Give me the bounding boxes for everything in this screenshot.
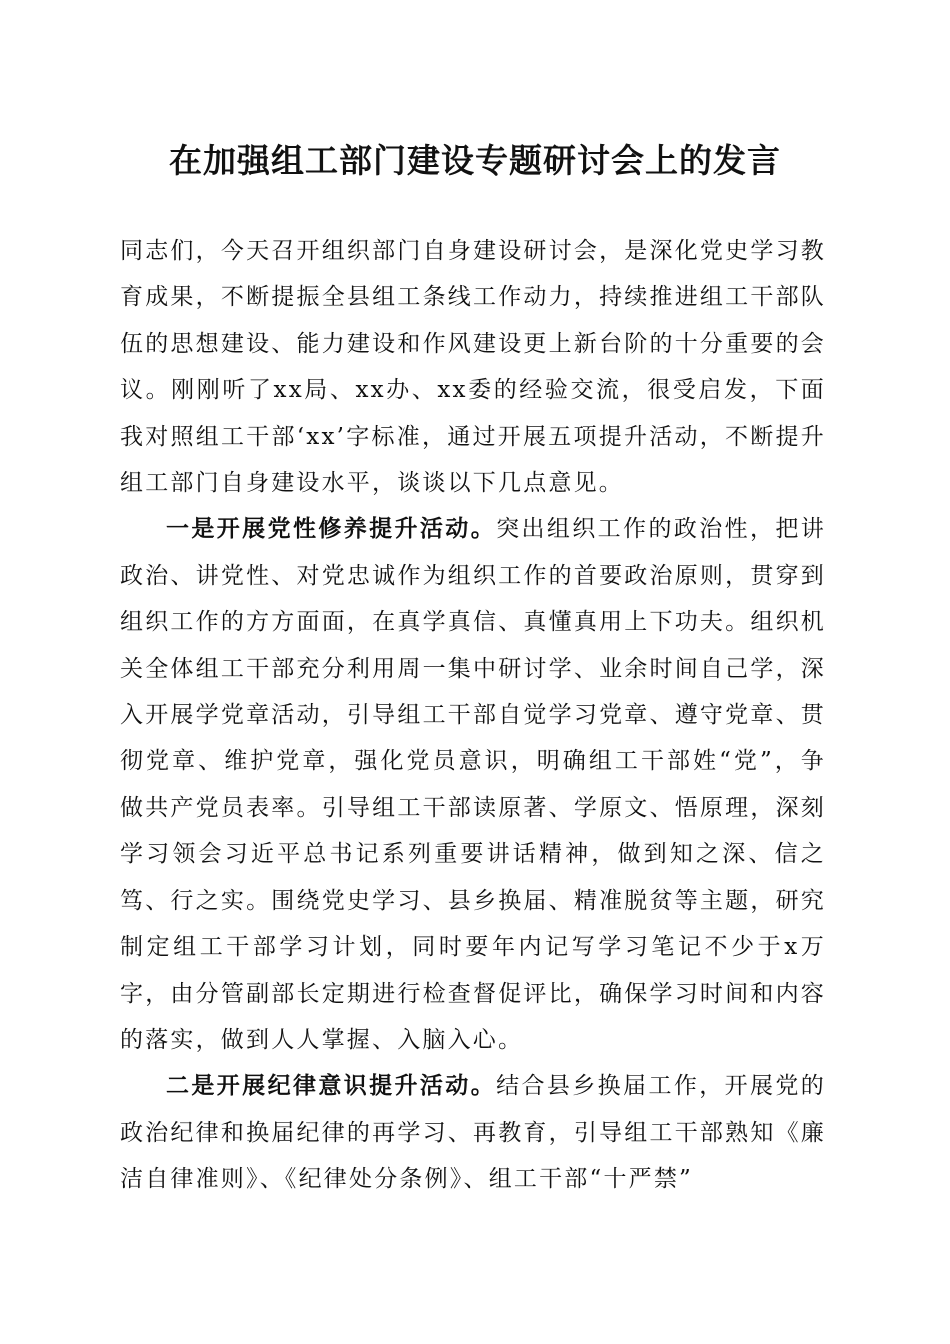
- paragraph-text: 同志们，今天召开组织部门自身建设研讨会，是深化党史学习教育成果，不断提振全县组工条线工作动力，持续推进组工干部队伍的思想建设、能力建设和作风建设更上新台阶的十分重要的会议。刚刚听了xx局、xx办、xx委的经验交流，很受启发，下面我对照组工干部‘xx’字标准，通过开展五项提升活动，不断提升组工部门自身建设水平，谈谈以下几点意见。: [120, 238, 826, 497]
- opening-paragraph: [120, 228, 826, 506]
- document-body: [120, 228, 826, 1203]
- section-heading-2: 二是开展纪律意识提升活动。: [166, 1072, 497, 1100]
- section-paragraph-1: [120, 506, 826, 1063]
- paragraph-text: 结合县乡换届工作，开展党的政治纪律和换届纪律的再学习、再教育，引导组工干部熟知《廉洁自律准则》、《纪律处分条例》、组工干部“十严禁”: [120, 1073, 826, 1193]
- document-title: 在加强组工部门建设专题研讨会上的发言: [169, 141, 781, 180]
- section-heading-1: 一是开展党性修养提升活动。: [166, 515, 497, 543]
- paragraph-text: 突出组织工作的政治性，把讲政治、讲党性、对党忠诚作为组织工作的首要政治原则，贯穿到组织工作的方方面面，在真学真信、真懂真用上下功夫。组织机关全体组工干部充分利用周一集中研讨学、业余时间自己学，深入开展学党章活动，引导组工干部自觉学习党章、遵守党章、贯彻党章、维护党章，强化党员意识，明确组工干部姓“党”，争做共产党员表率。引导组工干部读原著、学原文、悟原理，深刻学习领会习近平总书记系列重要讲话精神，做到知之深、信之笃、行之实。围绕党史学习、县乡换届、精准脱贫等主题，研究制定组工干部学习计划，同时要年内记写学习笔记不少于x万字，由分管副部长定期进行检查督促评比，确保学习时间和内容的落实，做到人人掌握、入脑入心。: [120, 516, 826, 1053]
- section-paragraph-2: [120, 1063, 826, 1202]
